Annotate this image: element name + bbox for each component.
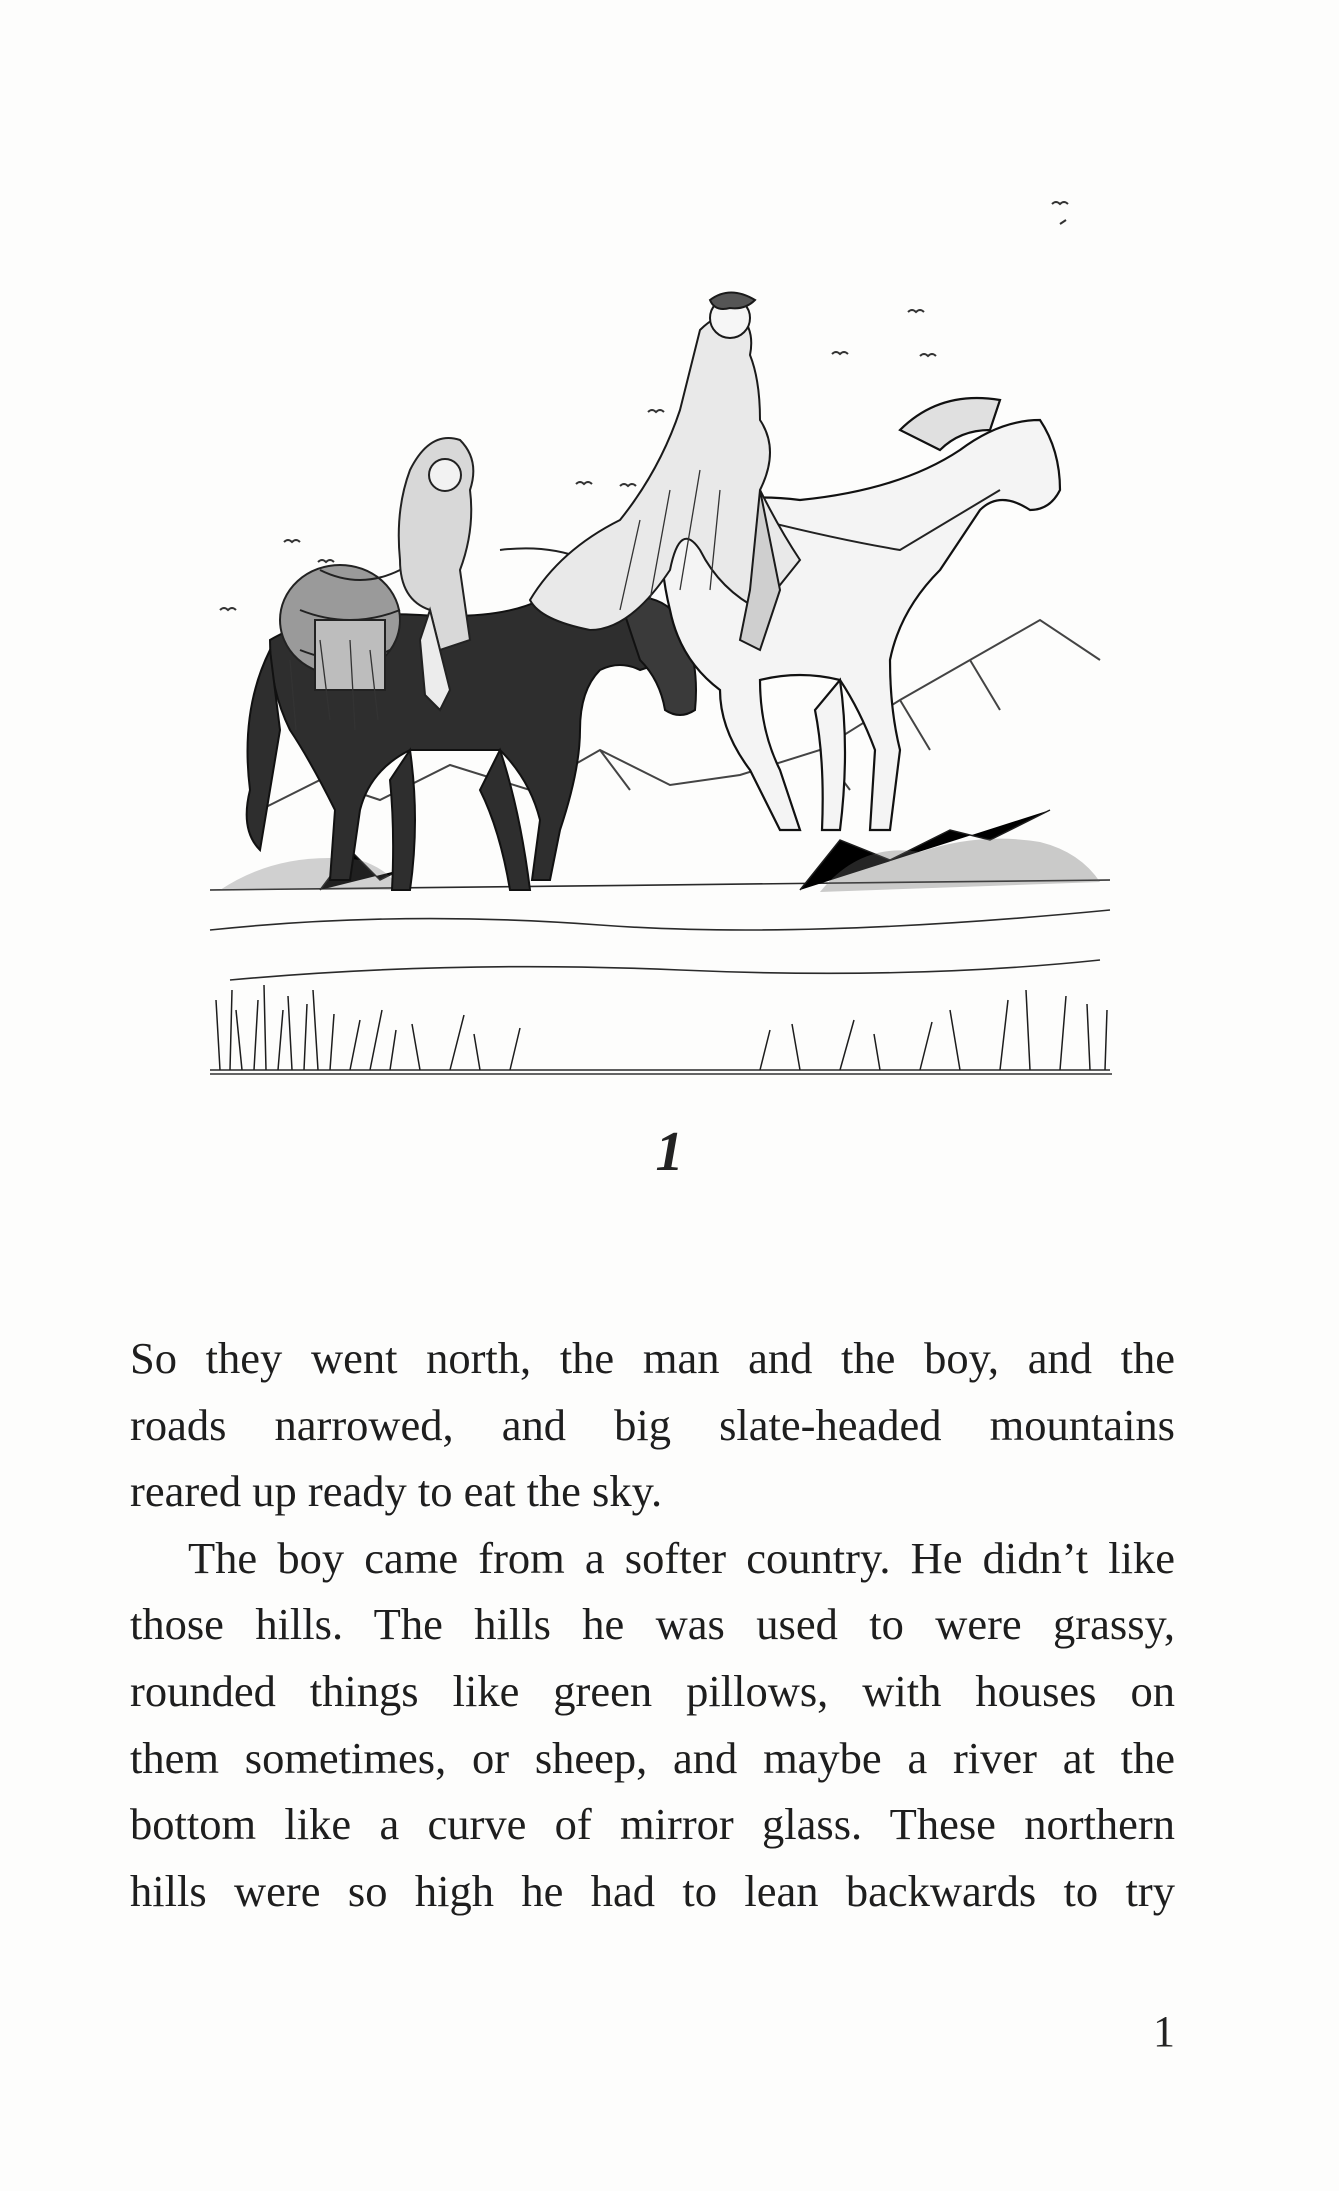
riders-on-horseback-icon xyxy=(200,190,1120,1110)
text-line: bottom like a curve of mirror glass. These northern xyxy=(130,1799,1175,1850)
chapter-number: 1 xyxy=(655,1121,684,1183)
text-line: roads narrowed, and big slate-headed mountains xyxy=(130,1399,1175,1450)
text-line: So they went north, the man and the boy, and the xyxy=(130,1333,1175,1383)
text-line: reared up ready to eat the sky. xyxy=(130,1466,663,1517)
paragraph xyxy=(130,1325,1175,1525)
text-line: those hills. The hills he was used to were grassy, xyxy=(130,1599,1175,1650)
page-number: 1 xyxy=(1153,2007,1175,2056)
chapter-illustration xyxy=(200,190,1120,1110)
chapter-body xyxy=(130,1325,1175,1924)
text-line: hills were so high he had to lean backwards to try xyxy=(130,1865,1175,1916)
text-line: The boy came from a softer country. He didn’t like xyxy=(188,1532,1175,1583)
text-line: rounded things like green pillows, with houses on xyxy=(130,1665,1175,1716)
paragraph xyxy=(130,1525,1175,1925)
text-line: them sometimes, or sheep, and maybe a river at the xyxy=(130,1732,1175,1783)
